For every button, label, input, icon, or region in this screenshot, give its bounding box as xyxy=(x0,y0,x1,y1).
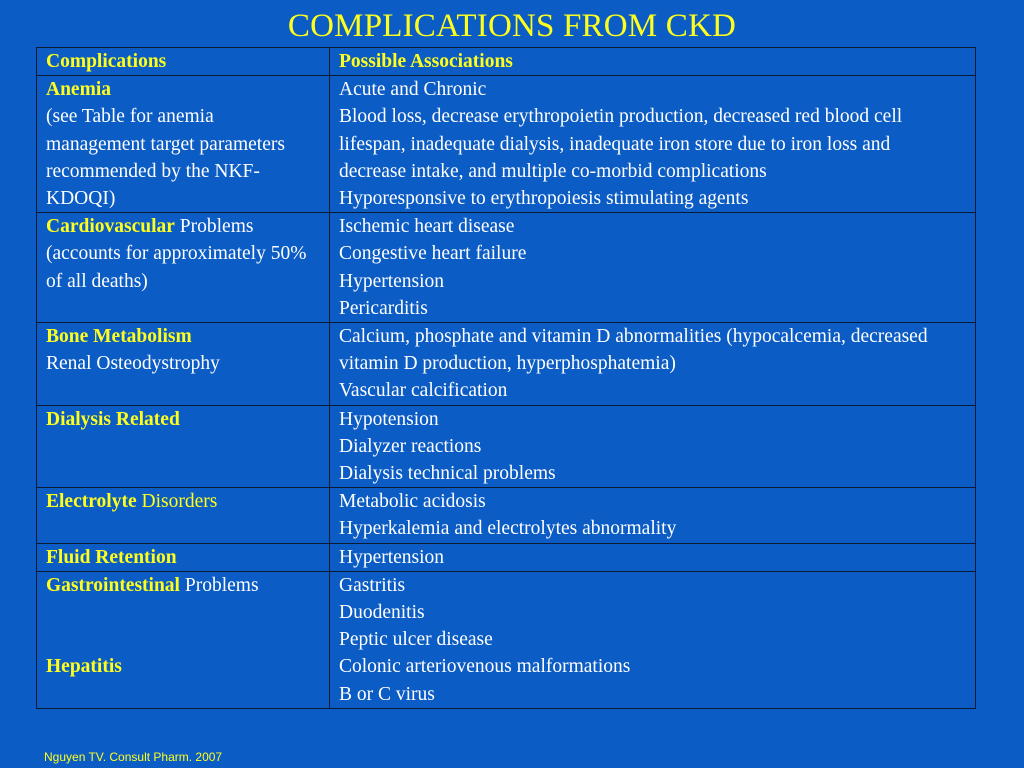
complication-cell xyxy=(37,323,330,406)
association-item: Hypertension xyxy=(339,270,445,292)
complication-title: Dialysis Related xyxy=(46,408,180,430)
complication-title: Fluid Retention xyxy=(46,546,177,568)
association-item: B or C virus xyxy=(339,683,435,705)
association-item: Congestive heart failure xyxy=(339,243,527,265)
complication-cell xyxy=(37,571,330,708)
association-item: Hypertension xyxy=(339,546,445,568)
complication-note: Renal Osteodystrophy xyxy=(46,353,220,375)
associations-cell xyxy=(330,323,976,406)
association-item: Dialyzer reactions xyxy=(339,435,482,457)
association-item: Blood loss, decrease erythropoietin production, decreased red blood cell lifespan, inadequate dialysis, inadequate iron store due to iron loss and decrease intake, and multiple co-morbid complications xyxy=(339,106,903,182)
association-item: Hypotension xyxy=(339,408,439,430)
table-row-bone-metabolism xyxy=(37,323,976,406)
association-item: Duodenitis xyxy=(339,602,425,624)
complication-title: Electrolyte xyxy=(46,491,137,513)
complication-cell xyxy=(37,76,330,213)
association-item: Dialysis technical problems xyxy=(339,463,556,485)
association-item: Pericarditis xyxy=(339,297,428,319)
complication-title-hepatitis: Hepatitis xyxy=(46,656,122,678)
association-item: Gastritis xyxy=(339,574,406,596)
association-item: Calcium, phosphate and vitamin D abnormalities (hypocalcemia, decreased vitamin D production, hyperphosphatemia) xyxy=(339,326,928,375)
association-item: Peptic ulcer disease xyxy=(339,629,493,651)
cell-spacer xyxy=(46,599,329,653)
complication-cell xyxy=(37,543,330,571)
header-complications: Complications xyxy=(37,48,330,76)
associations-cell xyxy=(330,571,976,708)
association-item: Ischemic heart disease xyxy=(339,216,515,238)
complication-title-suffix: Disorders xyxy=(136,491,218,513)
table-row-anemia xyxy=(37,76,976,213)
complication-cell xyxy=(37,488,330,543)
associations-cell xyxy=(330,76,976,213)
associations-cell xyxy=(330,488,976,543)
association-item: Colonic arteriovenous malformations xyxy=(339,656,631,678)
complication-note: (see Table for anemia management target parameters recommended by the NKF-KDOQI) xyxy=(46,106,285,210)
header-possible-associations: Possible Associations xyxy=(330,48,976,76)
table-row-cardiovascular xyxy=(37,213,976,323)
association-item: Hyporesponsive to erythropoiesis stimulating agents xyxy=(339,188,749,210)
citation-footer: Nguyen TV. Consult Pharm. 2007 xyxy=(44,750,223,764)
table-row-dialysis-related xyxy=(37,405,976,488)
table-row-gastrointestinal xyxy=(37,571,976,708)
table-header-row xyxy=(37,48,976,76)
association-item: Acute and Chronic xyxy=(339,79,487,101)
complication-title: Gastrointestinal xyxy=(46,574,180,596)
associations-cell xyxy=(330,543,976,571)
associations-cell xyxy=(330,213,976,323)
table-row-electrolyte xyxy=(37,488,976,543)
complication-title-suffix: Problems xyxy=(179,574,259,596)
association-item: Metabolic acidosis xyxy=(339,491,486,513)
complication-title: Bone Metabolism xyxy=(46,326,192,348)
association-item: Hyperkalemia and electrolytes abnormality xyxy=(339,518,677,540)
slide-title: COMPLICATIONS FROM CKD xyxy=(287,8,737,44)
complication-note: (accounts for approximately 50% of all deaths) xyxy=(46,243,307,292)
complication-title-suffix: Problems xyxy=(174,216,254,238)
complication-title: Cardiovascular xyxy=(46,216,175,238)
complication-cell xyxy=(37,213,330,323)
table-row-fluid-retention xyxy=(37,543,976,571)
complications-table xyxy=(36,47,976,709)
associations-cell xyxy=(330,405,976,488)
complication-cell xyxy=(37,405,330,488)
complication-title: Anemia xyxy=(46,79,111,101)
association-item: Vascular calcification xyxy=(339,380,508,402)
